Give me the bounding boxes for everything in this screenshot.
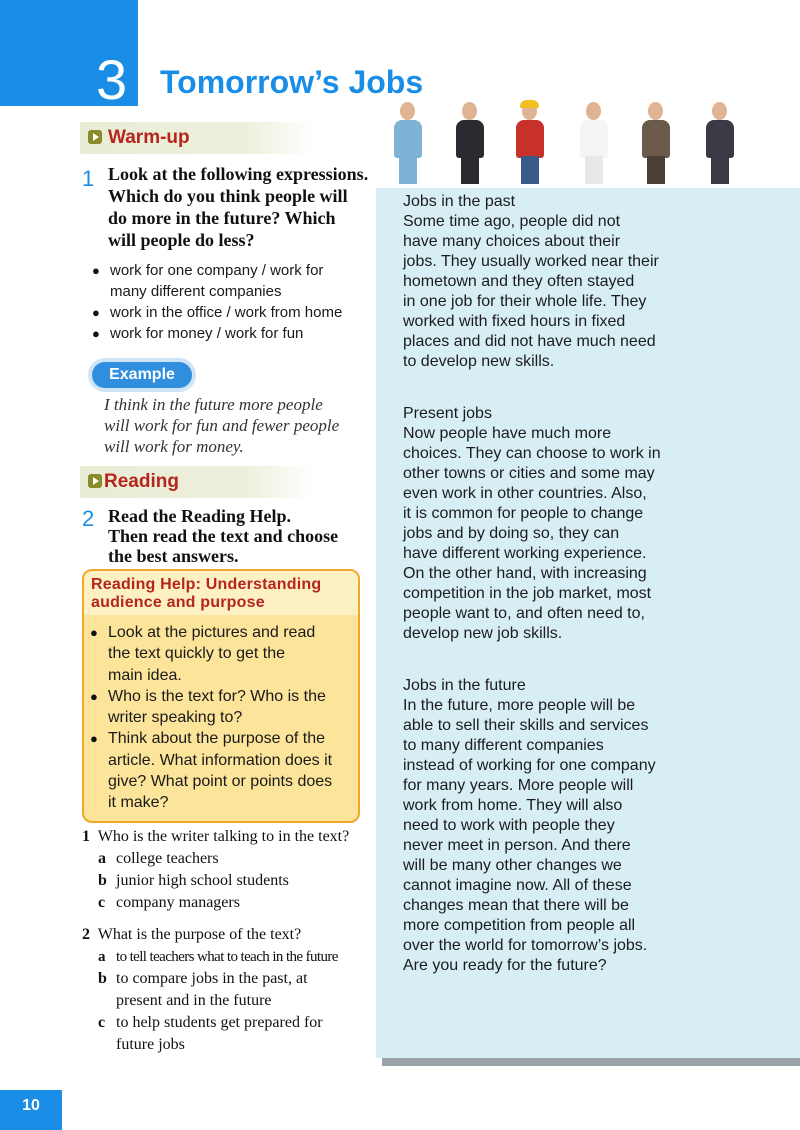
play-icon [88, 474, 102, 488]
section-heading: Jobs in the past [403, 193, 516, 210]
question-line: Read the Reading Help. [108, 506, 292, 526]
list-item: ● Look at the pictures and read the text quickly to get the main idea. [90, 622, 350, 686]
reading-header [80, 466, 316, 498]
reading-help-title: Reading Help: Understanding audience and purpose [91, 576, 322, 611]
article-section-past: Jobs in the past Some time ago, people did not have many choices about their jobs. They usually worked near their hometown and they often stayed in one job for their whole life. They worked with fixed hours in fixed places and did not have much need to develop new skills. [403, 192, 688, 372]
person-body [706, 120, 734, 158]
question-line: will people do less? [108, 230, 255, 250]
example-label: Example [92, 362, 192, 388]
reading-help-list [90, 622, 350, 814]
play-icon [88, 130, 102, 144]
list-item: ● work for one company / work for many different companies [92, 260, 362, 302]
section-heading: Jobs in the future [403, 677, 526, 694]
reading-question [108, 506, 378, 566]
article-text [403, 192, 688, 1008]
warmup-question [108, 163, 378, 251]
doctor-figure [574, 100, 614, 184]
list-item: ● Who is the text for? Who is the writer speaking to? [90, 686, 350, 729]
construction-worker-figure [510, 100, 550, 184]
article-section-future: Jobs in the future In the future, more people will be able to sell their skills and services to many different companies instead of working for one company for many years. More people will work from home. They will also need to work with people they never meet in person. And there will be many other changes we cannot imagine now. All of these changes mean that there will be more competition from people all over the world for tomorrow’s jobs. Are you ready for the future? [403, 676, 688, 976]
example-text: I think in the future more people will work for fun and fewer people will work for money. [104, 395, 340, 456]
warmup-heading: Warm-up [108, 127, 190, 148]
person-legs [461, 156, 479, 184]
warmup-expression-list [92, 260, 362, 344]
warmup-header [80, 122, 316, 154]
question-number: 2 [82, 506, 95, 531]
person-body [516, 120, 544, 158]
answer-option[interactable]: c to help students get prepared for future jobs [98, 1014, 323, 1053]
list-item: ● work in the office / work from home [92, 302, 362, 323]
page-number: 10 [0, 1090, 62, 1130]
list-item: ● Think about the purpose of the article. What information does it give? What point or points does it make? [90, 728, 350, 813]
person-body [580, 120, 608, 158]
answer-option[interactable]: b junior high school students [98, 872, 289, 889]
list-item: ● work for money / work for fun [92, 323, 362, 344]
hard-hat-icon [520, 100, 539, 108]
businessman-figure [450, 100, 490, 184]
question-line: Which do you think people will [108, 186, 348, 206]
person-body [456, 120, 484, 158]
person-legs [399, 156, 417, 184]
person-body [642, 120, 670, 158]
office-worker-figure [636, 100, 676, 184]
unit-title: Tomorrow’s Jobs [160, 64, 424, 100]
question-line: Then read the text and choose [108, 526, 339, 546]
question-line: do more in the future? Which [108, 208, 336, 228]
question-line: the best answers. [108, 546, 239, 566]
answer-option[interactable]: a college teachers [98, 850, 219, 867]
answer-option[interactable]: c company managers [98, 894, 240, 911]
person-body [394, 120, 422, 158]
question-number: 1 [82, 166, 95, 191]
businesswoman-figure [700, 100, 740, 184]
question-line: Look at the following expressions. [108, 164, 369, 184]
answer-option[interactable]: a to tell teachers what to teach in the future [98, 949, 338, 965]
person-legs [647, 156, 665, 184]
answer-option[interactable]: b to compare jobs in the past, at present and in the future [98, 970, 308, 1009]
people-illustration [380, 0, 800, 188]
section-heading: Present jobs [403, 405, 492, 422]
comprehension-question-2: 2 What is the purpose of the text? a to tell teachers what to teach in the future b to compare jobs in the past, at present and in the future c to help students get prepared for future jobs [82, 924, 374, 1056]
nurse-figure [388, 100, 428, 184]
person-legs [585, 156, 603, 184]
comprehension-question-1: 1 Who is the writer talking to in the text? a college teachers b junior high school students c company managers [82, 826, 374, 914]
unit-number: 3 [96, 48, 127, 111]
person-legs [521, 156, 539, 184]
reading-help-box [82, 569, 360, 823]
reading-heading: Reading [104, 471, 179, 492]
person-legs [711, 156, 729, 184]
article-section-present: Present jobs Now people have much more choices. They can choose to work in other towns or cities and some may even work in other countries. Also, it is common for people to change jobs and by doing so, they can have different working experience. On the other hand, with increasing competition in the job market, most people want to, and often need to, develop new job skills. [403, 404, 688, 644]
